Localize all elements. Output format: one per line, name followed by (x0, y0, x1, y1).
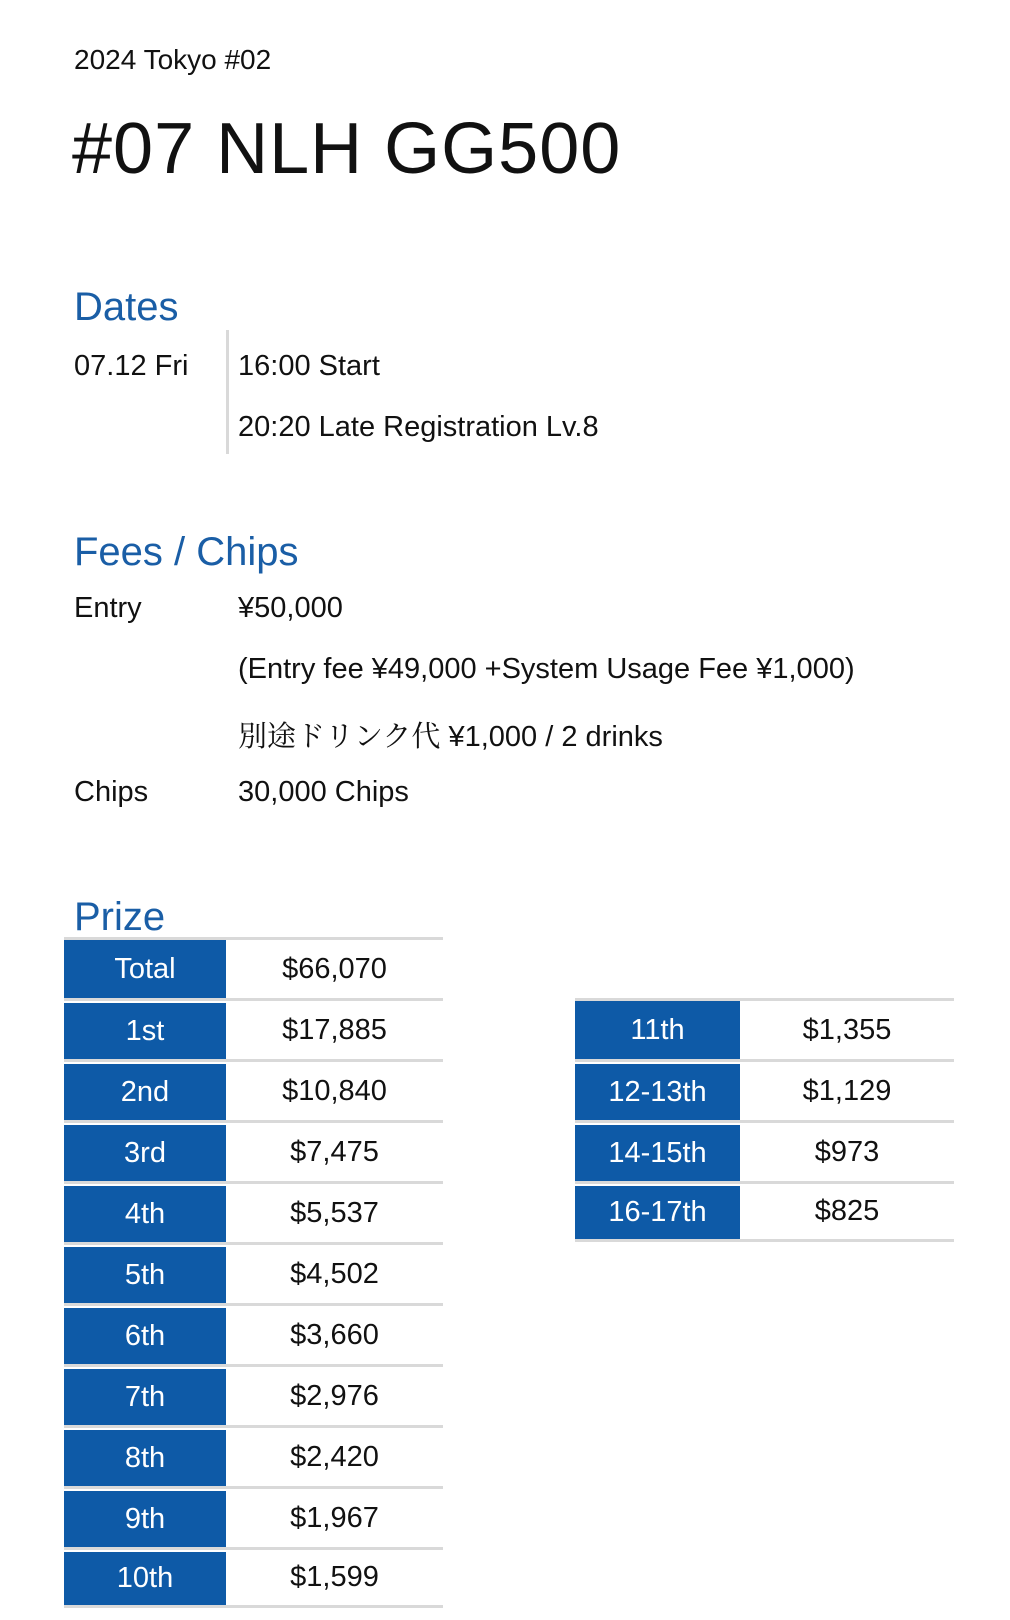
fees-heading: Fees / Chips (74, 530, 299, 574)
prize-amount: $2,976 (290, 1379, 379, 1412)
prize-row (64, 1181, 443, 1242)
prize-row (64, 1486, 443, 1547)
prize-table-left (64, 937, 443, 1608)
prize-place: 14-15th (575, 1123, 740, 1181)
prize-amount: $10,840 (282, 1074, 387, 1107)
prize-place: 4th (64, 1184, 226, 1242)
dates-heading: Dates (74, 285, 179, 329)
dates-divider (226, 330, 229, 454)
prize-amount: $1,599 (290, 1561, 379, 1593)
prize-amount: $7,475 (290, 1135, 379, 1168)
event-series: 2024 Tokyo #02 (74, 44, 272, 75)
prize-amount: $1,129 (802, 1074, 892, 1107)
prize-row (64, 1059, 443, 1120)
entry-value: ¥50,000 (238, 592, 343, 624)
page-title: #07 NLH GG500 (72, 109, 622, 189)
prize-row (64, 1242, 443, 1303)
prize-place: 16-17th (575, 1184, 740, 1239)
prize-place: Total (64, 940, 226, 998)
prize-row (64, 998, 443, 1059)
prize-place: 1st (64, 1001, 226, 1059)
prize-amount: $1,967 (290, 1501, 379, 1534)
prize-place: 8th (64, 1428, 226, 1486)
prize-row (575, 998, 954, 1059)
prize-place: 7th (64, 1367, 226, 1425)
prize-amount: $17,885 (282, 1013, 387, 1046)
prize-row (575, 1120, 954, 1181)
prize-place: 2nd (64, 1062, 226, 1120)
prize-row (64, 1303, 443, 1364)
chips-label: Chips (74, 776, 149, 808)
start-time: 16:00 Start (238, 350, 380, 382)
entry-breakdown: (Entry fee ¥49,000 +System Usage Fee ¥1,000) (238, 653, 855, 685)
prize-heading: Prize (74, 895, 166, 939)
chips-value: 30,000 Chips (238, 776, 409, 808)
prize-place: 3rd (64, 1123, 226, 1181)
prize-amount: $5,537 (290, 1196, 379, 1229)
prize-place: 12-13th (575, 1062, 740, 1120)
late-registration: 20:20 Late Registration Lv.8 (238, 411, 599, 443)
prize-row (64, 937, 443, 998)
drink-fee: 別途ドリンク代 ¥1,000 / 2 drinks (238, 721, 663, 753)
prize-table-right (575, 998, 954, 1242)
prize-row (64, 1425, 443, 1486)
prize-amount: $3,660 (290, 1318, 379, 1351)
event-date: 07.12 Fri (74, 350, 189, 382)
prize-row (64, 1364, 443, 1425)
prize-place: 11th (575, 1001, 740, 1059)
prize-place: 9th (64, 1489, 226, 1547)
prize-place: 5th (64, 1245, 226, 1303)
prize-amount: $4,502 (290, 1257, 379, 1290)
prize-amount: $2,420 (290, 1440, 379, 1473)
prize-row (64, 1120, 443, 1181)
entry-label: Entry (74, 592, 142, 624)
prize-row (575, 1059, 954, 1120)
prize-amount: $66,070 (282, 952, 387, 985)
prize-place: 10th (64, 1550, 226, 1605)
prize-amount: $973 (814, 1135, 880, 1168)
prize-row (575, 1181, 954, 1242)
prize-amount: $825 (814, 1195, 880, 1227)
prize-row (64, 1547, 443, 1608)
prize-place: 6th (64, 1306, 226, 1364)
prize-amount: $1,355 (802, 1013, 892, 1046)
